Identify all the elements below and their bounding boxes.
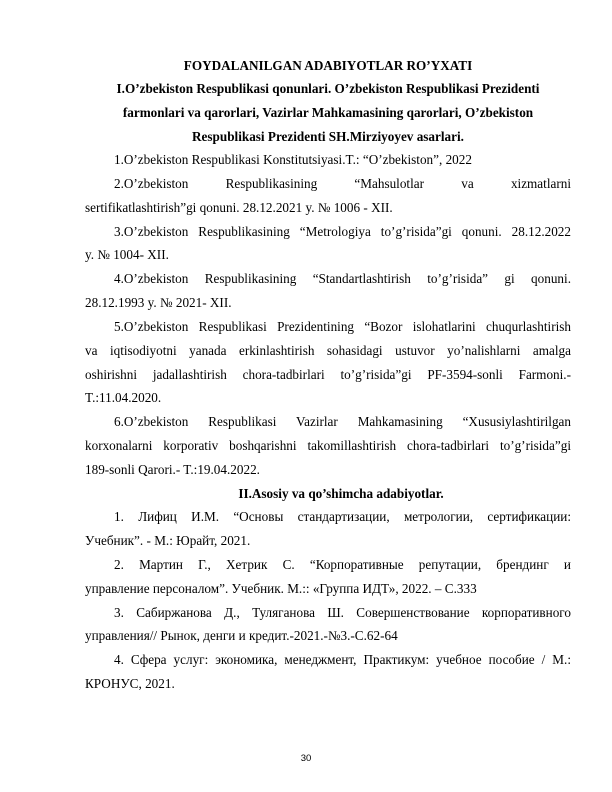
law-item-6-line-3: 189-sonli Qarori.- T.:19.04.2022. [85,462,260,477]
literature-item-2-line-1: 2. Мартин Г., Хетрик С. “Корпоративные репутации, брендинг и [114,557,571,572]
literature-item-1-line-1: 1. Лифиц И.М. “Основы стандартизации, метрологии, сертификации: [114,509,571,524]
section1-heading-line-3: Respublikasi Prezidenti SH.Mirziyoyev asarlari. [192,129,464,144]
law-item-1-line-1: 1.O’zbekiston Respublikasi Konstitutsiyasi.T.: “O’zbekiston”, 2022 [114,152,472,167]
section2-heading: II.Asosiy va qo’shimcha adabiyotlar. [238,486,444,501]
law-item-6-line-2: korxonalarni korporativ boshqarishni takomillashtirish chora-tadbirlari to’g’risida”gi [85,438,571,453]
law-item-4-line-2: 28.12.1993 y. № 2021- XII. [85,295,232,310]
law-item-5-line-3: oshirishni jadallashtirish chora-tadbirlari to’g’risida”gi PF-3594-sonli Farmoni.- [85,367,571,382]
literature-item-1-line-2: Учебник”. - М.: Юрайт, 2021. [85,533,251,548]
law-item-5-line-4: T.:11.04.2020. [85,390,162,405]
section1-heading-line-2: farmonlari va qarorlari, Vazirlar Mahkamasining qarorlari, O’zbekiston [122,105,534,120]
literature-item-3-line-2: управления// Рынок, денги и кредит.-2021.-№3.-С.62-64 [85,628,398,643]
page-title: FOYDALANILGAN ADABIYOTLAR RO’YXATI [183,58,473,73]
literature-item-4-line-1: 4. Сфера услуг: экономика, менеджмент, Практикум: учебное пособие / М.: [114,652,571,667]
law-item-3-line-1: 3.O’zbekiston Respublikasining “Metrologiya to’g’risida”gi qonuni. 28.12.2022 [114,224,571,239]
law-item-3-line-2: y. № 1004- XII. [85,247,169,262]
section1-heading-line-1: I.O’zbekiston Respublikasi qonunlari. O’zbekiston Respublikasi Prezidenti [116,81,540,96]
law-item-6-line-1: 6.O’zbekiston Respublikasi Vazirlar Mahkamasining “Xususiylashtirilgan [114,414,571,429]
literature-item-2-line-2: управление персоналом”. Учебник. М.:: «Группа ИДТ», 2022. – С.333 [85,581,477,596]
literature-item-4-line-2: КРОНУС, 2021. [85,676,175,691]
law-item-2-line-2: sertifikatlashtirish”gi qonuni. 28.12.2021 y. № 1006 - XII. [85,200,393,215]
law-item-2-line-1: 2.O’zbekiston Respublikasining “Mahsulotlar va xizmatlarni [114,176,571,191]
law-item-5-line-2: va iqtisodiyotni yanada erkinlashtirish sohasidagi ustuvor yo’nalishlarni amalga [85,343,571,358]
literature-item-3-line-1: 3. Сабиржанова Д., Туляганова Ш. Совершенствование корпоративного [114,605,571,620]
law-item-4-line-1: 4.O’zbekiston Respublikasining “Standartlashtirish to’g’risida” gi qonuni. [114,271,571,286]
law-item-5-line-1: 5.O’zbekiston Respublikasi Prezidentining “Bozor islohatlarini chuqurlashtirish [114,319,571,334]
page-number: 30 [300,753,312,764]
